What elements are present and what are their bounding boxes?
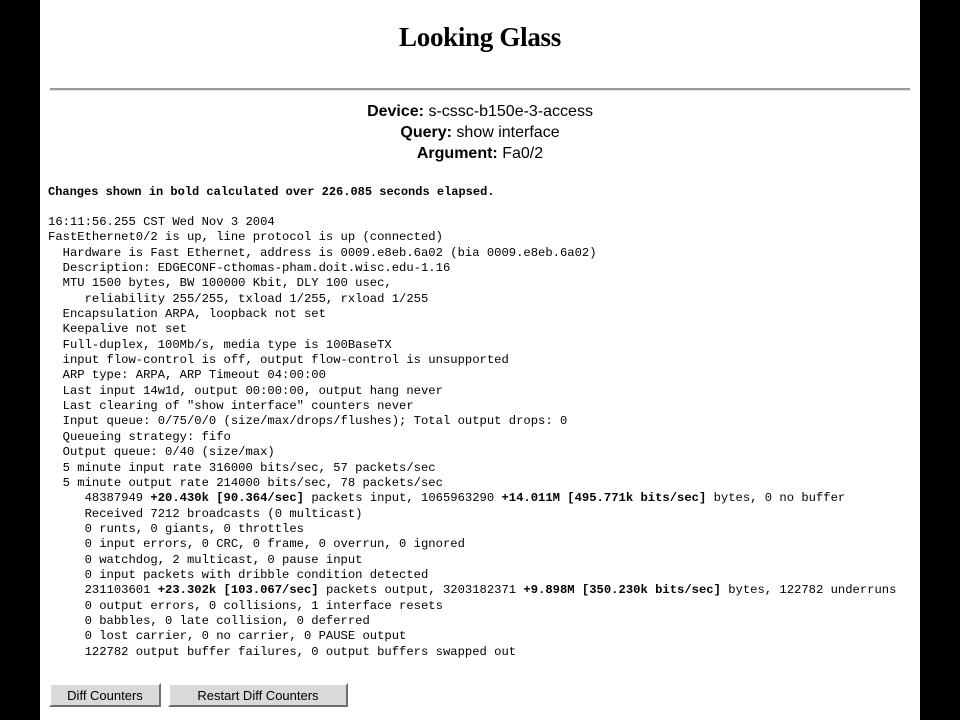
output-line	[48, 599, 896, 614]
output-text: reliability 255/255, txload 1/255, rxload 1/255	[48, 291, 429, 306]
output-delta: +23.302k [103.067/sec]	[157, 583, 319, 598]
output-line	[48, 261, 896, 276]
changes-note: Changes shown in bold calculated over 226.085 seconds elapsed.	[48, 185, 495, 199]
output-text: input flow-control is off, output flow-control is unsupported	[48, 353, 509, 368]
output-text: 48387949	[48, 491, 151, 506]
output-line	[48, 338, 896, 353]
output-line	[48, 491, 896, 506]
diff-counters-button[interactable]: Diff Counters	[49, 683, 161, 707]
output-text: packets output, 3203182371	[318, 583, 524, 598]
output-line	[48, 215, 896, 230]
output-text: 0 input packets with dribble condition detected	[48, 567, 429, 582]
output-line	[48, 430, 896, 445]
output-delta: +9.898M [350.230k bits/sec]	[523, 583, 721, 598]
command-output	[48, 215, 896, 660]
output-text: 0 babbles, 0 late collision, 0 deferred	[48, 613, 370, 628]
output-delta: +20.430k [90.364/sec]	[150, 491, 304, 506]
output-line	[48, 353, 896, 368]
output-line	[48, 645, 896, 660]
output-text: 0 input errors, 0 CRC, 0 frame, 0 overrun, 0 ignored	[48, 537, 465, 552]
output-line	[48, 522, 896, 537]
output-line	[48, 568, 896, 583]
output-line	[48, 368, 896, 383]
output-text: bytes, 0 no buffer	[706, 491, 846, 506]
output-line	[48, 399, 896, 414]
query-info	[40, 101, 920, 164]
argument-row	[40, 143, 920, 164]
output-line	[48, 246, 896, 261]
output-text: FastEthernet0/2 is up, line protocol is up (connected)	[48, 230, 443, 245]
output-text: Input queue: 0/75/0/0 (size/max/drops/flushes); Total output drops: 0	[48, 414, 568, 429]
output-text: Last clearing of "show interface" counters never	[48, 399, 414, 414]
device-row	[40, 101, 920, 122]
output-line	[48, 384, 896, 399]
output-text: 0 lost carrier, 0 no carrier, 0 PAUSE output	[48, 629, 407, 644]
output-text: Last input 14w1d, output 00:00:00, output hang never	[48, 383, 443, 398]
device-value: s-cssc-b150e-3-access	[428, 103, 593, 120]
output-line	[48, 507, 896, 522]
output-line	[48, 445, 896, 460]
output-line	[48, 476, 896, 491]
output-line	[48, 230, 896, 245]
output-line	[48, 322, 896, 337]
output-line	[48, 414, 896, 429]
output-text: 0 runts, 0 giants, 0 throttles	[48, 521, 304, 536]
output-line	[48, 307, 896, 322]
output-text: MTU 1500 bytes, BW 100000 Kbit, DLY 100 usec,	[48, 276, 392, 291]
output-text: bytes, 122782 underruns	[720, 583, 897, 598]
output-line	[48, 553, 896, 568]
output-text: Full-duplex, 100Mb/s, media type is 100BaseTX	[48, 337, 392, 352]
output-line	[48, 614, 896, 629]
output-text: ARP type: ARPA, ARP Timeout 04:00:00	[48, 368, 326, 383]
restart-diff-counters-button[interactable]: Restart Diff Counters	[168, 683, 348, 707]
output-text: packets input, 1065963290	[304, 491, 502, 506]
header-divider	[50, 88, 910, 91]
query-label: Query:	[400, 124, 452, 141]
looking-glass-page	[40, 0, 920, 720]
device-label: Device:	[367, 103, 424, 120]
page-title: Looking Glass	[399, 22, 561, 52]
output-text: 0 watchdog, 2 multicast, 0 pause input	[48, 552, 363, 567]
output-line	[48, 537, 896, 552]
output-line	[48, 629, 896, 644]
argument-value: Fa0/2	[502, 145, 544, 162]
output-delta: +14.011M [495.771k bits/sec]	[501, 491, 707, 506]
output-text: 16:11:56.255 CST Wed Nov 3 2004	[48, 215, 275, 229]
output-text: 122782 output buffer failures, 0 output buffers swapped out	[48, 644, 517, 659]
output-text: Queueing strategy: fifo	[48, 429, 231, 444]
output-text: Description: EDGECONF-cthomas-pham.doit.wisc.edu-1.16	[48, 261, 451, 276]
output-text: 5 minute output rate 214000 bits/sec, 78 packets/sec	[48, 475, 443, 490]
output-line	[48, 292, 896, 307]
argument-label: Argument:	[416, 145, 498, 162]
output-text: 231103601	[48, 583, 158, 598]
output-line	[48, 276, 896, 291]
output-text: Output queue: 0/40 (size/max)	[48, 445, 275, 460]
output-line	[48, 461, 896, 476]
query-row	[40, 122, 920, 143]
output-text: 0 output errors, 0 collisions, 1 interface resets	[48, 598, 443, 613]
output-text: 5 minute input rate 316000 bits/sec, 57 packets/sec	[48, 460, 436, 475]
output-text: Received 7212 broadcasts (0 multicast)	[48, 506, 363, 521]
query-value: show interface	[456, 124, 560, 141]
output-text: Encapsulation ARPA, loopback not set	[48, 307, 326, 322]
output-text: Hardware is Fast Ethernet, address is 0009.e8eb.6a02 (bia 0009.e8eb.6a02)	[48, 245, 597, 260]
output-line	[48, 583, 896, 598]
output-text: Keepalive not set	[48, 322, 187, 337]
